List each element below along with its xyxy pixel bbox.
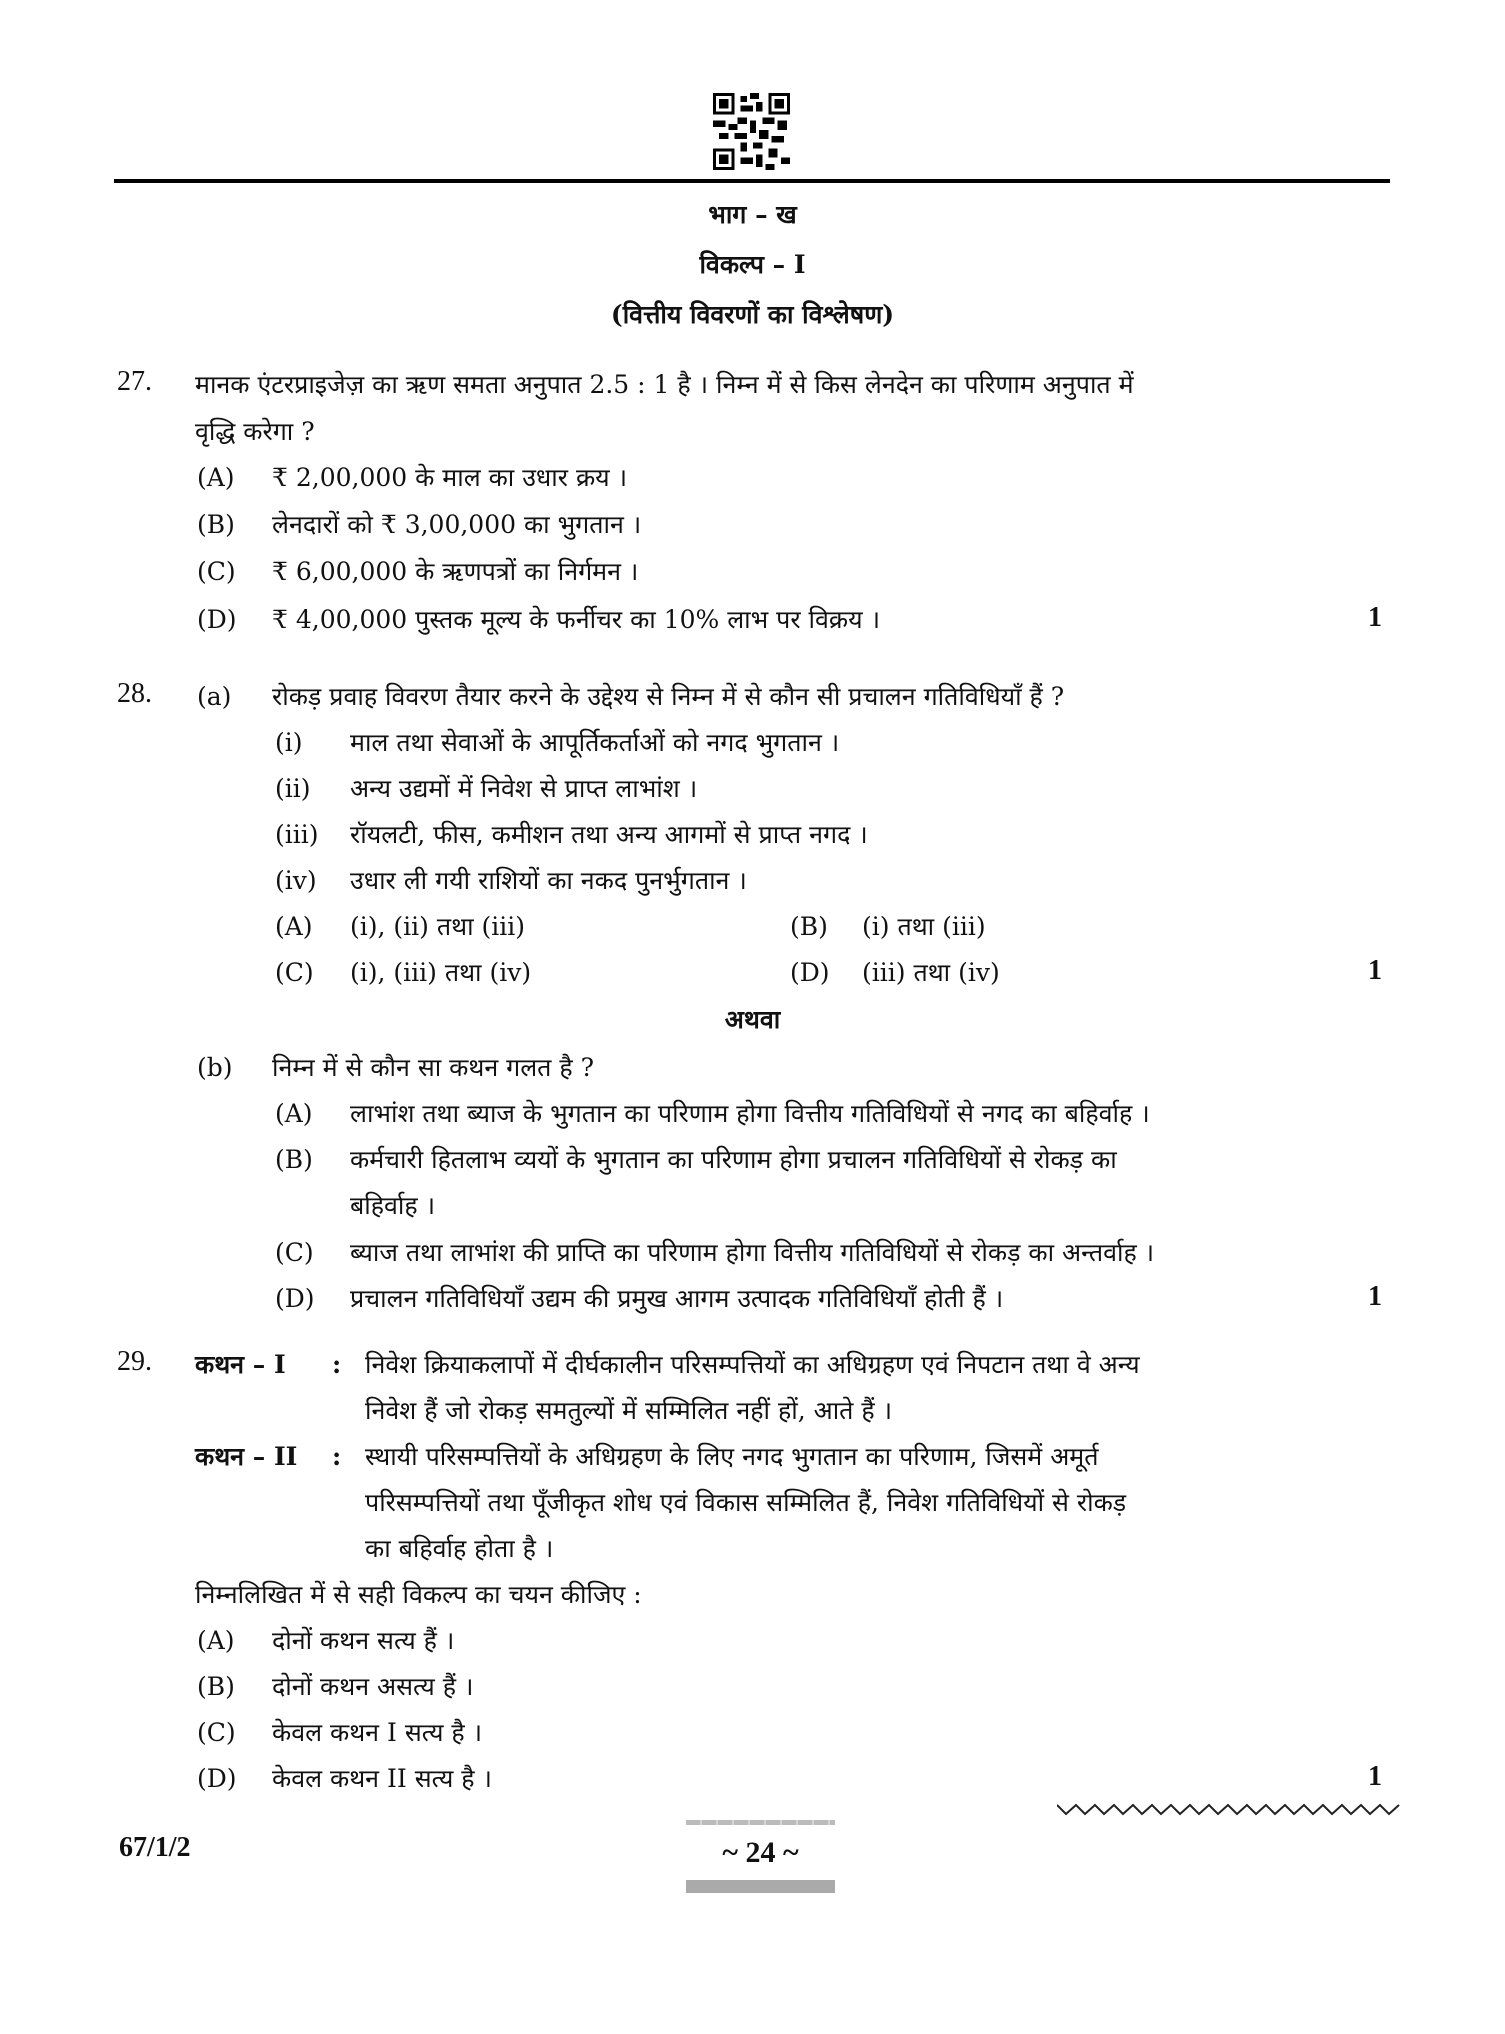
- section-subtitle: (वित्तीय विवरणों का विश्लेषण): [610, 300, 895, 329]
- option-text: ₹ 2,00,000 के माल का उधार क्रय ।: [272, 463, 628, 492]
- option-text: लेनदारों को ₹ 3,00,000 का भुगतान ।: [272, 510, 642, 539]
- option-label: (B): [197, 510, 235, 539]
- option-text: ₹ 6,00,000 के ऋणपत्रों का निर्गमन ।: [272, 557, 639, 586]
- option-heading: विकल्प – I: [699, 250, 806, 279]
- item-text: माल तथा सेवाओं के आपूर्तिकर्ताओं को नगद भुगतान ।: [350, 728, 840, 757]
- page-number: ~ 24 ~: [722, 1836, 799, 1869]
- statement-2-text-cont: परिसम्पत्तियों तथा पूँजीकृत शोध एवं विकास सम्मिलित हैं, निवेश गतिविधियों से रोकड़: [365, 1488, 1127, 1517]
- option-label: (A): [275, 1099, 313, 1128]
- statement-2-text: स्थायी परिसम्पत्तियों के अधिग्रहण के लिए नगद भुगतान का परिणाम, जिसमें अमूर्त: [365, 1442, 1099, 1471]
- item-label: (i): [275, 728, 303, 757]
- item-label: (iii): [275, 820, 319, 849]
- or-divider: अथवा: [724, 1005, 781, 1034]
- option-label: (D): [197, 605, 237, 634]
- question-text-cont: वृद्धि करेगा ?: [195, 417, 315, 446]
- header-rule: [114, 179, 1390, 183]
- option-text: लाभांश तथा ब्याज के भुगतान का परिणाम होगा वित्तीय गतिविधियों से नगद का बहिर्वाह ।: [350, 1099, 1150, 1128]
- statement-2-colon: :: [332, 1442, 342, 1471]
- option-label: (C): [275, 1238, 314, 1267]
- question-number: 27.: [117, 366, 152, 397]
- statement-2-text-cont: का बहिर्वाह होता है ।: [365, 1534, 554, 1563]
- option-label: (D): [790, 958, 830, 987]
- statement-2-label: कथन – II: [195, 1442, 298, 1471]
- option-label: (B): [197, 1672, 235, 1701]
- statement-1-text-cont: निवेश हैं जो रोकड़ समतुल्यों में सम्मिलित नहीं हों, आते हैं ।: [365, 1396, 893, 1425]
- option-label: (C): [275, 958, 314, 987]
- option-text: केवल कथन I सत्य है ।: [272, 1718, 483, 1747]
- question-text: रोकड़ प्रवाह विवरण तैयार करने के उद्देश्य से निम्न में से कौन सी प्रचालन गतिविधियाँ हैं ?: [272, 682, 1065, 711]
- statement-1-text: निवेश क्रियाकलापों में दीर्घकालीन परिसम्पत्तियों का अधिग्रहण एवं निपटान तथा वे अन्य: [365, 1350, 1140, 1379]
- question-number: 29.: [117, 1346, 152, 1377]
- page-number-bottom-bar: [686, 1880, 835, 1893]
- option-label: (C): [197, 1718, 236, 1747]
- part-heading: भाग – ख: [708, 200, 797, 229]
- option-text: (i) तथा (iii): [862, 912, 986, 941]
- marks: 1: [1368, 602, 1382, 633]
- part-label: (b): [197, 1053, 233, 1082]
- option-text: दोनों कथन सत्य हैं ।: [272, 1626, 455, 1655]
- item-text: रॉयलटी, फीस, कमीशन तथा अन्य आगमों से प्राप्त नगद ।: [350, 820, 868, 849]
- item-text: उधार ली गयी राशियों का नकद पुनर्भुगतान ।: [350, 866, 747, 895]
- marks: 1: [1368, 1761, 1382, 1792]
- option-label: (A): [197, 463, 235, 492]
- option-label: (D): [275, 1284, 315, 1313]
- option-text: (iii) तथा (iv): [862, 958, 1000, 987]
- item-label: (iv): [275, 866, 317, 895]
- option-text: दोनों कथन असत्य हैं ।: [272, 1672, 474, 1701]
- option-text: प्रचालन गतिविधियाँ उद्यम की प्रमुख आगम उत्पादक गतिविधियाँ होती हैं ।: [350, 1284, 1004, 1313]
- page-number-top-bar: [686, 1820, 835, 1825]
- paper-code: 67/1/2: [119, 1832, 191, 1863]
- option-text-cont: बहिर्वाह ।: [350, 1191, 436, 1220]
- statement-1-label: कथन – I: [195, 1350, 286, 1379]
- item-text: अन्य उद्यमों में निवेश से प्राप्त लाभांश ।: [350, 774, 698, 803]
- qr-code-icon: [713, 93, 790, 170]
- option-text: (i), (ii) तथा (iii): [350, 912, 525, 941]
- option-text: कर्मचारी हितलाभ व्ययों के भुगतान का परिणाम होगा प्रचालन गतिविधियों से रोकड़ का: [350, 1145, 1117, 1174]
- option-text: (i), (iii) तथा (iv): [350, 958, 532, 987]
- question-number: 28.: [117, 678, 152, 709]
- option-label: (C): [197, 557, 236, 586]
- option-label: (D): [197, 1764, 237, 1793]
- marks: 1: [1368, 955, 1382, 986]
- part-label: (a): [197, 682, 232, 711]
- question-text: निम्न में से कौन सा कथन गलत है ?: [272, 1053, 595, 1082]
- item-label: (ii): [275, 774, 311, 803]
- end-of-section-zigzag: [1057, 1802, 1402, 1818]
- option-label: (A): [197, 1626, 235, 1655]
- option-text: ब्याज तथा लाभांश की प्राप्ति का परिणाम होगा वित्तीय गतिविधियों से रोकड़ का अन्तर्वाह ।: [350, 1238, 1155, 1267]
- instruction-text: निम्नलिखित में से सही विकल्प का चयन कीजिए :: [195, 1580, 642, 1609]
- marks: 1: [1368, 1281, 1382, 1312]
- option-label: (B): [275, 1145, 313, 1174]
- option-text: ₹ 4,00,000 पुस्तक मूल्य के फर्नीचर का 10% लाभ पर विक्रय ।: [272, 605, 881, 634]
- question-text: मानक एंटरप्राइजेज़ का ऋण समता अनुपात 2.5 : 1 है । निम्न में से किस लेनदेन का परिणाम अनुपात में: [195, 370, 1134, 399]
- option-label: (B): [790, 912, 828, 941]
- option-label: (A): [275, 912, 313, 941]
- page-number-box: [686, 1820, 835, 1894]
- option-text: केवल कथन II सत्य है ।: [272, 1764, 492, 1793]
- statement-1-colon: :: [332, 1350, 342, 1379]
